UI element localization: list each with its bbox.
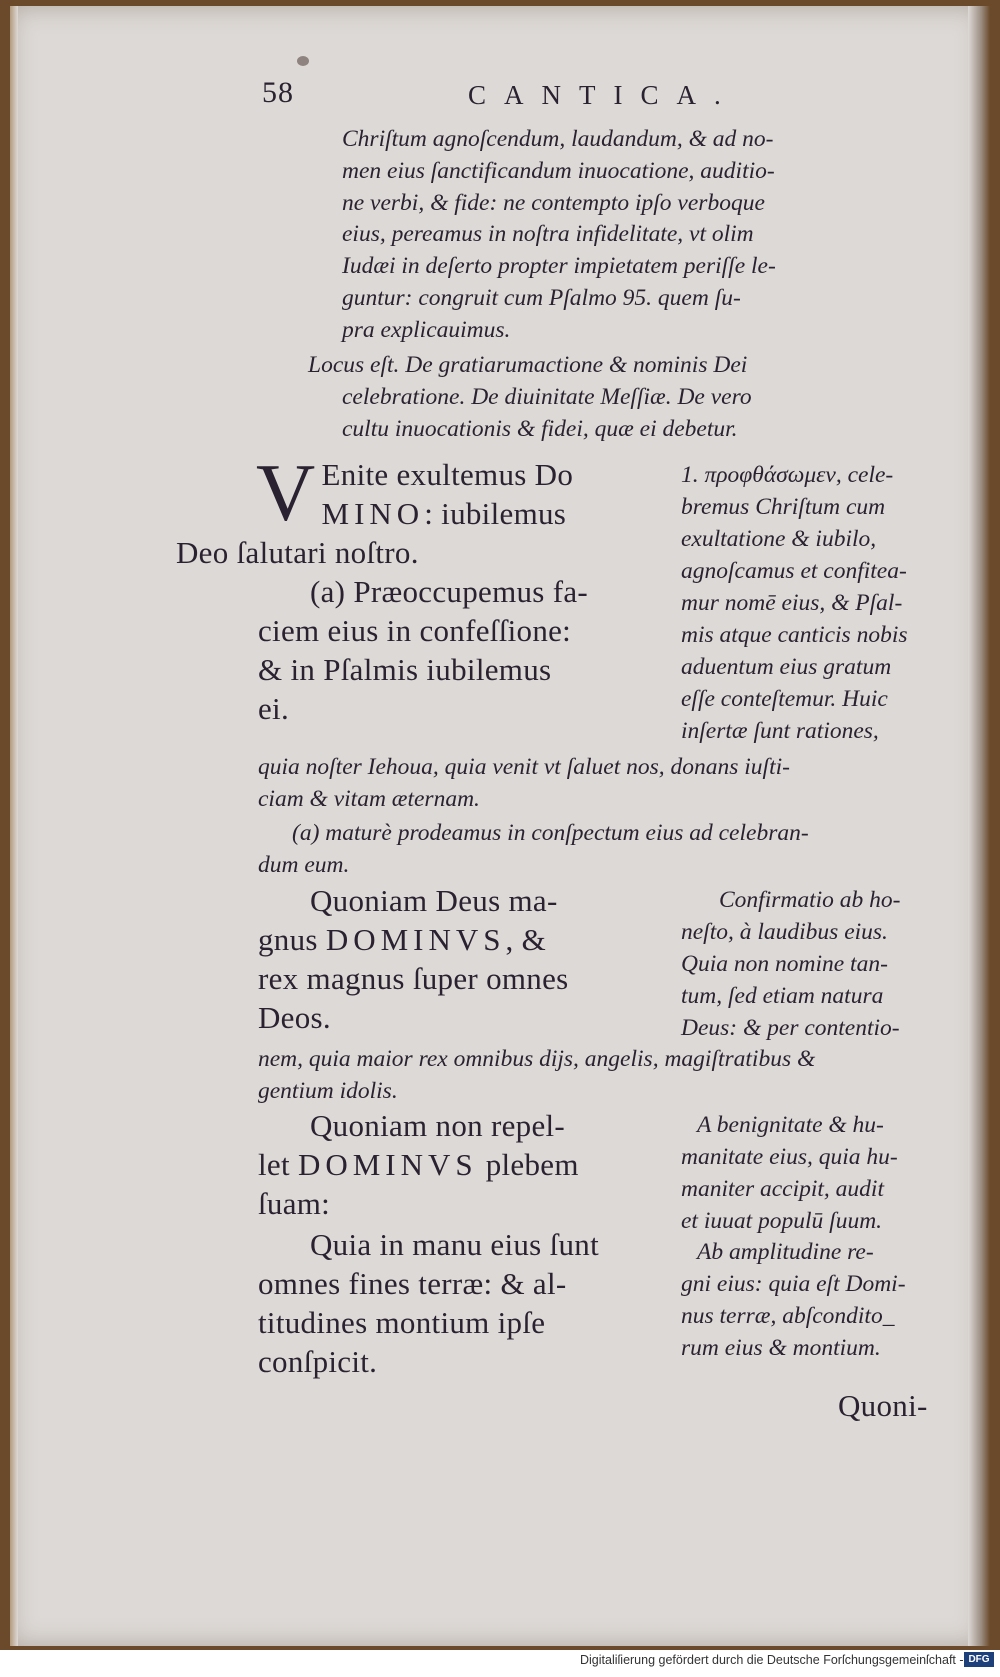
text-line: nus terræ, abſcondito_ xyxy=(681,1303,895,1329)
page-number: 58 xyxy=(262,76,294,109)
locus-paragraph xyxy=(308,350,874,445)
text-line: (a) Præoccupemus fa- xyxy=(310,574,589,609)
intro-paragraph xyxy=(342,124,874,347)
digitization-credit: Digitaliſierung gefördert durch die Deutsche Forſchungsgemeinſchaft - xyxy=(580,1653,964,1667)
text-line: rum eius & montium. xyxy=(681,1335,881,1361)
verse-2 xyxy=(258,572,646,728)
verse-5 xyxy=(258,1225,646,1381)
text-line: agnoſcamus et confitea- xyxy=(681,558,907,584)
text-line: ciem eius in confeſſione: xyxy=(258,613,572,648)
text-line: pra explicauimus. xyxy=(342,316,511,343)
text-line: Iudæi in deſerto propter impietatem periſſe le- xyxy=(342,253,776,280)
text-line: et iuuat populū ſuum. xyxy=(681,1208,883,1234)
text-line: Quia in manu eius ſunt xyxy=(310,1227,600,1262)
text-line: celebratione. De diuinitate Meſſiæ. De vero xyxy=(342,383,752,410)
text-line: Deo ſalutari noſtro. xyxy=(176,535,419,570)
text-line: Quia non nomine tan- xyxy=(681,951,888,977)
text-line: conſpicit. xyxy=(258,1344,378,1379)
text-line: ciam & vitam æternam. xyxy=(258,785,480,812)
running-title: CANTICA. xyxy=(468,80,739,110)
text-line: inſertæ ſunt rationes, xyxy=(681,718,879,744)
gloss-a xyxy=(258,818,948,882)
text-line: Confirmatio ab ho- xyxy=(719,887,901,913)
divine-name: DOMINVS xyxy=(325,922,506,957)
note-1-continuation xyxy=(258,752,948,816)
text-line: quia noſter Iehoua, quia venit vt ſaluet nos, donans iuſti- xyxy=(258,754,790,780)
verse-4 xyxy=(258,1106,646,1223)
text-fragment: , & xyxy=(505,922,547,957)
text-line: Enite exultemus Do xyxy=(321,457,574,492)
text-line: Quoniam Deus ma- xyxy=(310,883,558,918)
text-fragment: plebem xyxy=(477,1147,579,1182)
ink-blot xyxy=(297,56,309,66)
note-2-continuation xyxy=(258,1044,948,1108)
text-line: Deus: & per contentio- xyxy=(681,1015,900,1041)
text-line: Ab amplitudine re- xyxy=(697,1239,874,1265)
text-line: gentium idolis. xyxy=(258,1077,398,1104)
catchword: Quoni- xyxy=(838,1388,928,1423)
text-fragment: : iubilemus xyxy=(424,496,567,531)
text-line: eſſe conteſtemur. Huic xyxy=(681,686,888,712)
marginal-note-4 xyxy=(681,1236,951,1364)
text-line: exultatione & iubilo, xyxy=(681,526,877,552)
text-line: cultu inuocationis & fidei, quæ ei debetur. xyxy=(342,415,738,442)
text-line: gni eius: quia eſt Domi- xyxy=(681,1271,906,1297)
marginal-note-2 xyxy=(681,884,951,1044)
text-line: nem, quia maior rex omnibus dijs, angelis, magiſtratibus & xyxy=(258,1046,816,1072)
text-line: guntur: congruit cum Pſalmo 95. quem ſu- xyxy=(342,284,741,311)
text-line: titudines montium ipſe xyxy=(258,1305,546,1340)
divine-name: DOMINVS xyxy=(297,1147,478,1182)
text-line: Quoniam non repel- xyxy=(310,1108,566,1143)
drop-cap: V xyxy=(256,447,316,538)
text-line: dum eum. xyxy=(258,851,350,878)
text-line: mis atque canticis nobis xyxy=(681,622,908,648)
text-line: Chriſtum agnoſcendum, laudandum, & ad no- xyxy=(342,126,774,152)
text-line: maniter accipit, audit xyxy=(681,1176,884,1202)
text-line: Locus eſt. De gratiarumactione & nominis Dei xyxy=(308,352,748,378)
text-line: men eius ſanctificandum inuocatione, auditio- xyxy=(342,157,775,184)
verse-3 xyxy=(258,881,646,1037)
text-line: mur nomē eius, & Pſal- xyxy=(681,590,903,616)
page-edge xyxy=(968,6,990,1646)
text-line: & in Pſalmis iubilemus xyxy=(258,652,552,687)
text-line: ne verbi, & fide: ne contempto ipſo verboque xyxy=(342,189,765,216)
text-line xyxy=(258,494,646,533)
text-line: A benignitate & hu- xyxy=(697,1112,884,1138)
text-line: (a) maturè prodeamus in conſpectum eius ad celebran- xyxy=(292,820,809,846)
text-line: eius, pereamus in noſtra infidelitate, vt olim xyxy=(342,221,754,248)
marginal-note-1 xyxy=(681,459,951,747)
marginal-note-3 xyxy=(681,1109,951,1237)
text-line: omnes fines terræ: & al- xyxy=(258,1266,567,1301)
text-line xyxy=(258,1145,646,1184)
text-fragment: let xyxy=(258,1147,290,1182)
text-line: manitate eius, quia hu- xyxy=(681,1144,898,1170)
verse-1 xyxy=(176,447,646,572)
text-line: Deos. xyxy=(258,1000,331,1035)
text-line xyxy=(258,920,646,959)
text-line: aduentum eius gratum xyxy=(681,654,892,680)
text-line: bremus Chriſtum cum xyxy=(681,494,886,520)
text-line: 1. προφθάσωμεν, cele- xyxy=(681,462,894,488)
text-line: ei. xyxy=(258,691,290,726)
text-line: neſto, à laudibus eius. xyxy=(681,919,888,945)
divine-name: MINO xyxy=(321,496,425,531)
page-gutter-shadow xyxy=(10,6,18,1646)
text-fragment: gnus xyxy=(258,922,318,957)
text-line: rex magnus ſuper omnes xyxy=(258,961,569,996)
text-line: ſuam: xyxy=(258,1186,331,1221)
text-line: tum, ſed etiam natura xyxy=(681,983,884,1009)
dfg-logo: DFG xyxy=(964,1652,994,1667)
